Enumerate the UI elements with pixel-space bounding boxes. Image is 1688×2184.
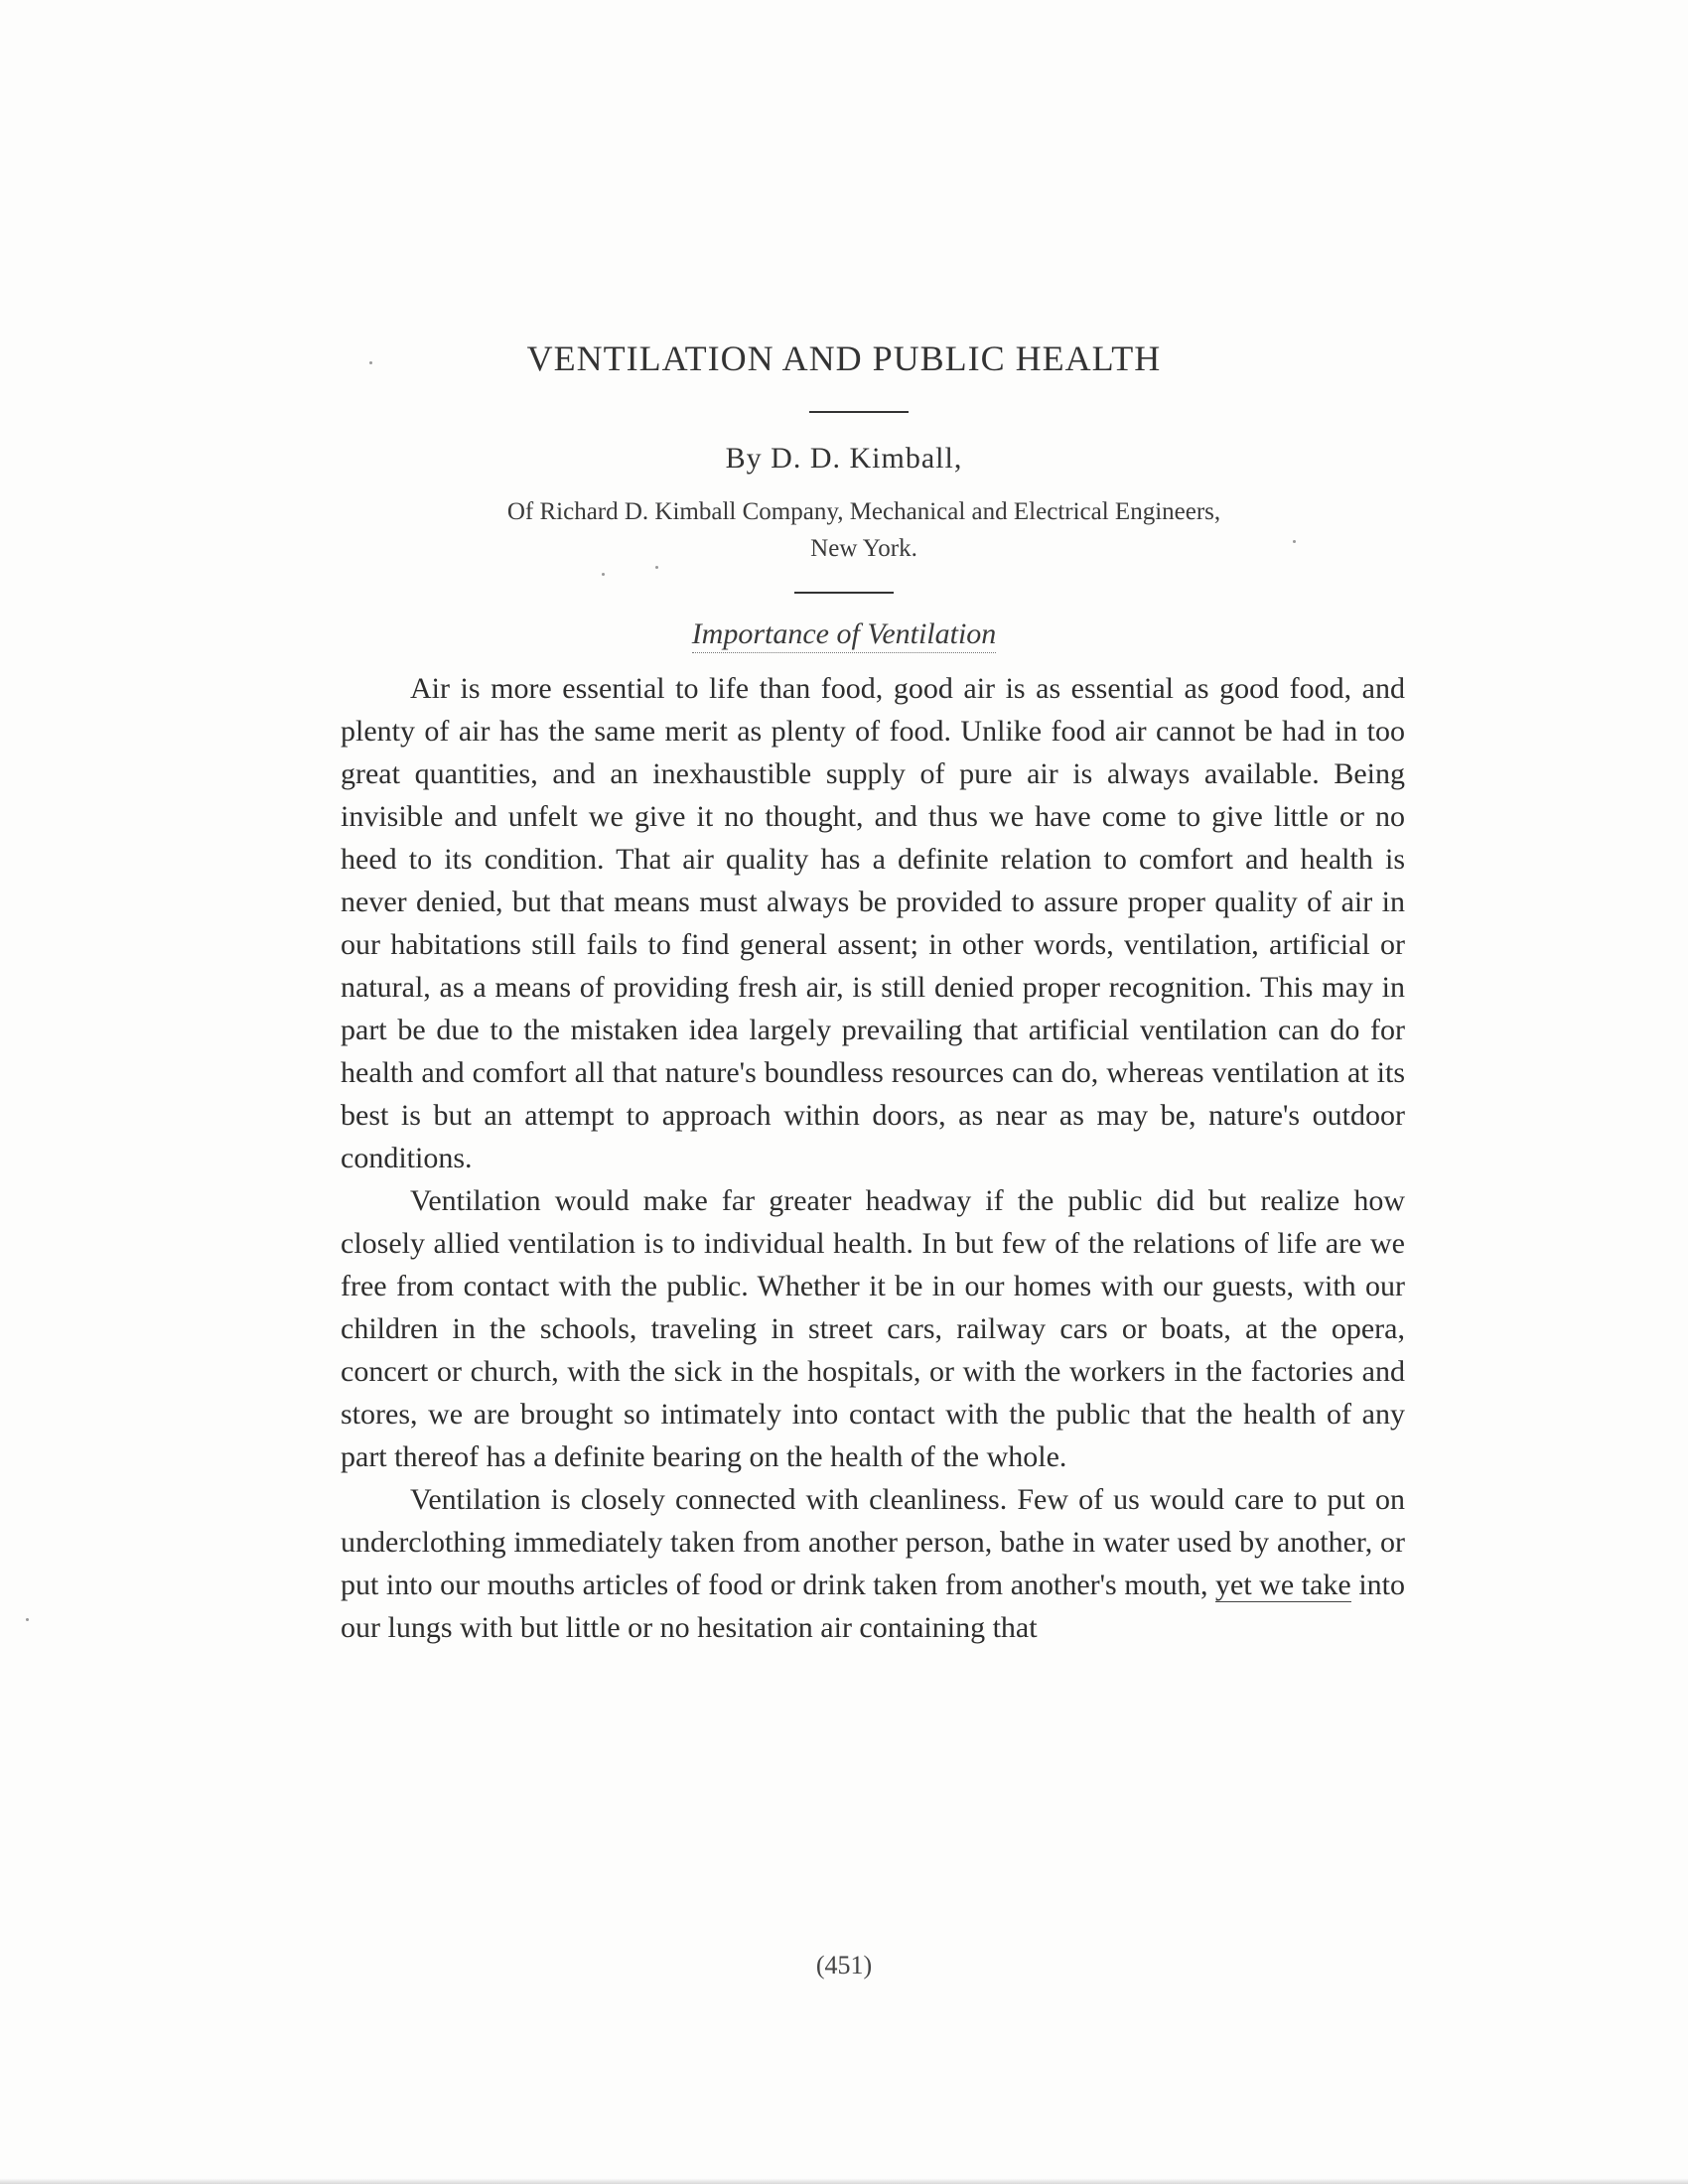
article-body	[341, 667, 1405, 1649]
paragraph-2: Ventilation would make far greater headway if the public did but realize how closely allied ventilation is to individual health. In but few of the relations of life are we free from contact with the public. Whether it be in our homes with our guests, with our children in the schools, traveling in street cars, railway cars or boats, at the opera, concert or church, with the sick in the hospitals, or with the workers in the factories and stores, we are brought so intimately into contact with the public that the health of any part thereof has a definite bearing on the health of the whole.	[341, 1184, 1405, 1473]
affiliation-line-1: Of Richard D. Kimball Company, Mechanical and Electrical Engineers,	[506, 498, 1221, 525]
scan-speck	[26, 1618, 29, 1621]
scan-speck	[1293, 540, 1296, 543]
paragraph-1: Air is more essential to life than food, good air is as essential as good food, and plenty of air has the same merit as plenty of food. Unlike food air cannot be had in too great quantities, and an inexhaustible supply of pure air is always available. Being invisible and unfelt we give it no thought, and thus we have come to give little or no heed to its condition. That air quality has a definite relation to comfort and health is never denied, but that means must always be provided to assure proper quality of air in our habitations still fails to find general assent; in other words, ventilation, artificial or natural, as a means of providing fresh air, is still denied proper recognition. This may in part be due to the mistaken idea largely prevailing that artificial ventilation can do for health and comfort all that nature's boundless resources can do, whereas ventilation at its best is but an attempt to approach within doors, as near as may be, nature's outdoor conditions.	[341, 672, 1405, 1174]
article-title: VENTILATION AND PUBLIC HEALTH	[526, 339, 1162, 378]
scan-edge	[0, 2178, 1688, 2184]
scan-speck	[655, 566, 658, 569]
author-affiliation	[338, 493, 1390, 567]
section-heading-text: Importance of Ventilation	[692, 617, 997, 653]
byline-divider	[794, 592, 894, 594]
scan-speck	[602, 573, 605, 576]
affiliation-line-2: New York.	[810, 535, 917, 562]
underlined-phrase: yet we take	[1215, 1569, 1351, 1601]
paragraph-3-continuation: into our lungs with but little or no hesitation air containing that	[341, 1569, 1405, 1644]
page-number: (451)	[815, 1951, 873, 1979]
paragraph-3-text: Ventilation is closely connected with cleanliness. Few of us would care to put on underclothing immediately taken from another person, bathe in water used by another, or put into our mouths articles of food or drink taken from another's mouth,	[341, 1483, 1405, 1601]
title-divider	[809, 411, 909, 413]
author-byline: By D. D. Kimball,	[725, 442, 963, 475]
section-heading	[0, 617, 1688, 651]
paragraph-3	[341, 1478, 1405, 1649]
scan-speck	[369, 361, 372, 364]
